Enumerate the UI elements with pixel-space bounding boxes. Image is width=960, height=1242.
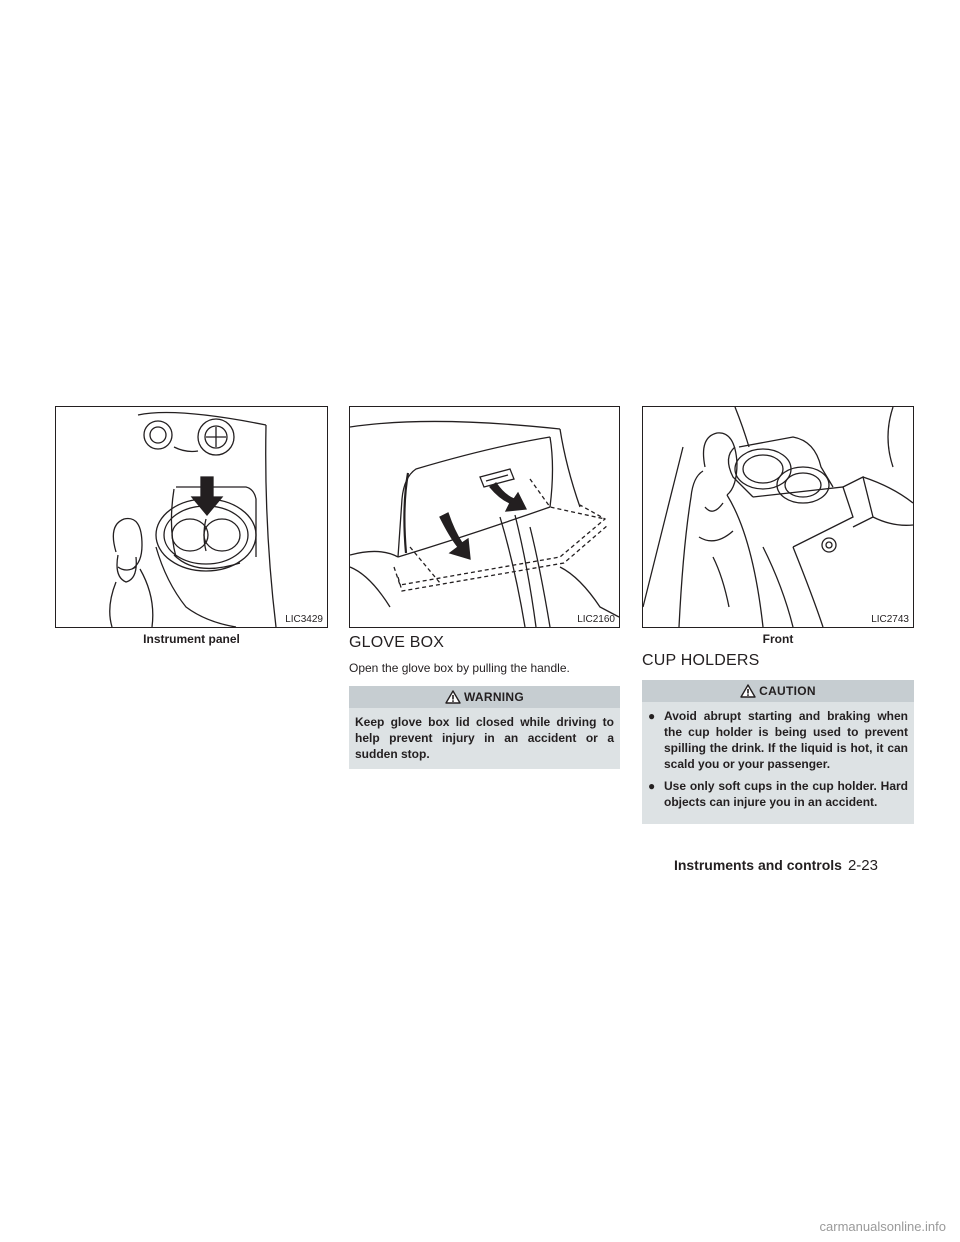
figure-caption-front: Front [762,632,794,646]
caution-bullet-text: Avoid abrupt starting and braking when the cup holder is being used to prevent spilling the drink. If the liquid is hot, it can scald you or your passenger. [664,709,908,771]
glove-box-body-text: Open the glove box by pulling the handle. [349,661,570,675]
watermark[interactable]: carmanualsonline.info [819,1219,946,1234]
cup-holders-heading: CUP HOLDERS [642,652,760,669]
warning-triangle-icon [740,684,756,698]
warning-header [349,686,620,708]
figure-caption-instrument-panel: Instrument panel [143,632,240,646]
page-number: 2-23 [847,857,878,874]
bullet-dot-icon: ● [648,709,656,723]
cup-holder-instrument-panel-illustration [56,407,327,627]
footer-section-title: Instruments and controls [673,857,842,873]
cup-holders-caution [642,680,914,824]
caution-bullet-text: Use only soft cups in the cup holder. Hard objects can injure you in an accident. [664,779,908,809]
figure-id: LIC2160 [577,614,615,625]
glove-box-illustration [350,407,619,627]
glove-box-heading: GLOVE BOX [349,634,445,651]
caution-body [642,702,914,818]
cup-holder-front-illustration [643,407,913,627]
warning-text: Keep glove box lid closed while driving to help prevent injury in an accident or a sudden stop. [355,715,614,761]
figure-glove-box [349,406,620,628]
caution-header [642,680,914,702]
figure-cup-holder-front [642,406,914,628]
figure-cup-holder-instrument-panel [55,406,328,628]
bullet-dot-icon: ● [648,779,656,793]
caution-label: CAUTION [759,684,816,698]
figure-id: LIC3429 [285,614,323,625]
page-footer [674,857,878,874]
glove-box-warning [349,686,620,769]
warning-label: WARNING [463,690,525,704]
caution-bullet [648,708,908,772]
figure-id: LIC2743 [871,614,909,625]
caution-bullet [648,778,908,810]
warning-triangle-icon [445,690,461,704]
